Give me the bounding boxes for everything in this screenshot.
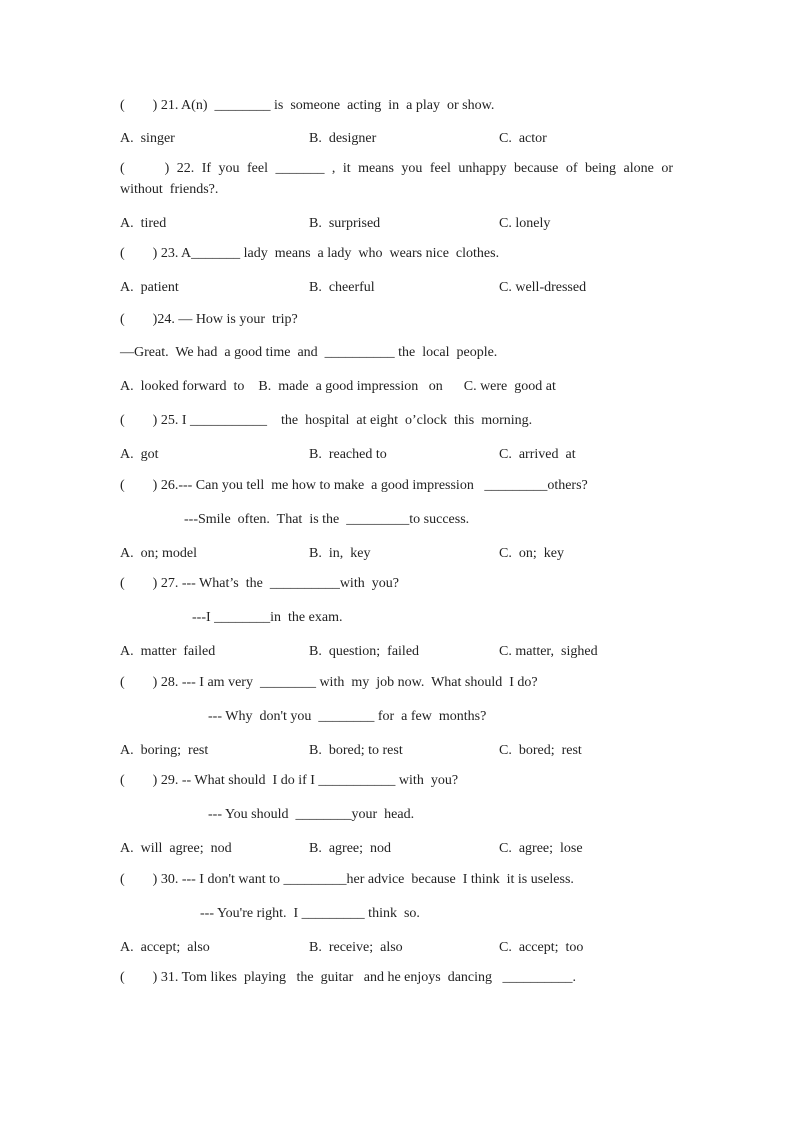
question-26-reply: ---Smile often. That is the _________to success. (184, 512, 470, 527)
question-30-stem: ( ) 30. --- I don't want to _________her advice because I think it is useless. (120, 872, 574, 887)
question-22-stem-cont: without friends?. (120, 182, 219, 197)
question-25-stem: ( ) 25. I ___________ the hospital at eight o’clock this morning. (120, 413, 533, 428)
question-26-stem: ( ) 26.--- Can you tell me how to make a good impression _________others? (120, 478, 588, 493)
q26-option-b: B. in, key (309, 546, 371, 561)
q27-option-c: C. matter, sighed (499, 644, 598, 659)
question-27-reply: ---I ________in the exam. (192, 610, 343, 625)
q27-option-a: A. matter failed (120, 644, 216, 659)
question-24-stem: ( )24. — How is your trip? (120, 312, 298, 327)
q30-option-c: C. accept; too (499, 940, 584, 955)
q22-option-b: B. surprised (309, 216, 381, 231)
q29-option-c: C. agree; lose (499, 841, 583, 856)
q29-option-a: A. will agree; nod (120, 841, 232, 856)
question-30-reply: --- You're right. I _________ think so. (200, 906, 420, 921)
q24-options: A. looked forward to B. made a good impression on C. were good at (120, 379, 556, 394)
q21-option-c: C. actor (499, 131, 547, 146)
q25-option-c: C. arrived at (499, 447, 576, 462)
q30-option-b: B. receive; also (309, 940, 403, 955)
q29-option-b: B. agree; nod (309, 841, 392, 856)
question-29-reply: --- You should ________your head. (208, 807, 415, 822)
q28-option-c: C. bored; rest (499, 743, 582, 758)
question-23-stem: ( ) 23. A_______ lady means a lady who wears nice clothes. (120, 246, 500, 261)
q23-option-a: A. patient (120, 280, 179, 295)
q23-option-c: C. well-dressed (499, 280, 587, 295)
q22-option-a: A. tired (120, 216, 167, 231)
q30-option-a: A. accept; also (120, 940, 210, 955)
q21-option-b: B. designer (309, 131, 377, 146)
question-29-stem: ( ) 29. -- What should I do if I ___________ with you? (120, 773, 459, 788)
q23-option-b: B. cheerful (309, 280, 375, 295)
question-28-stem: ( ) 28. --- I am very ________ with my job now. What should I do? (120, 675, 538, 690)
q21-option-a: A. singer (120, 131, 175, 146)
question-27-stem: ( ) 27. --- What’s the __________with you? (120, 576, 399, 591)
q26-option-a: A. on; model (120, 546, 197, 561)
q22-option-c: C. lonely (499, 216, 551, 231)
q28-option-b: B. bored; to rest (309, 743, 403, 758)
question-21-stem: ( ) 21. A(n) ________ is someone acting in a play or show. (120, 98, 495, 113)
q28-option-a: A. boring; rest (120, 743, 209, 758)
q25-option-b: B. reached to (309, 447, 387, 462)
q25-option-a: A. got (120, 447, 159, 462)
question-22-stem: ( ) 22. If you feel _______ , it means you feel unhappy because of being alone or (120, 161, 673, 176)
question-24-reply: —Great. We had a good time and __________ the local people. (120, 345, 498, 360)
q26-option-c: C. on; key (499, 546, 564, 561)
question-31-stem: ( ) 31. Tom likes playing the guitar and he enjoys dancing __________. (120, 970, 577, 985)
q27-option-b: B. question; failed (309, 644, 420, 659)
question-28-reply: --- Why don't you ________ for a few months? (208, 709, 487, 724)
